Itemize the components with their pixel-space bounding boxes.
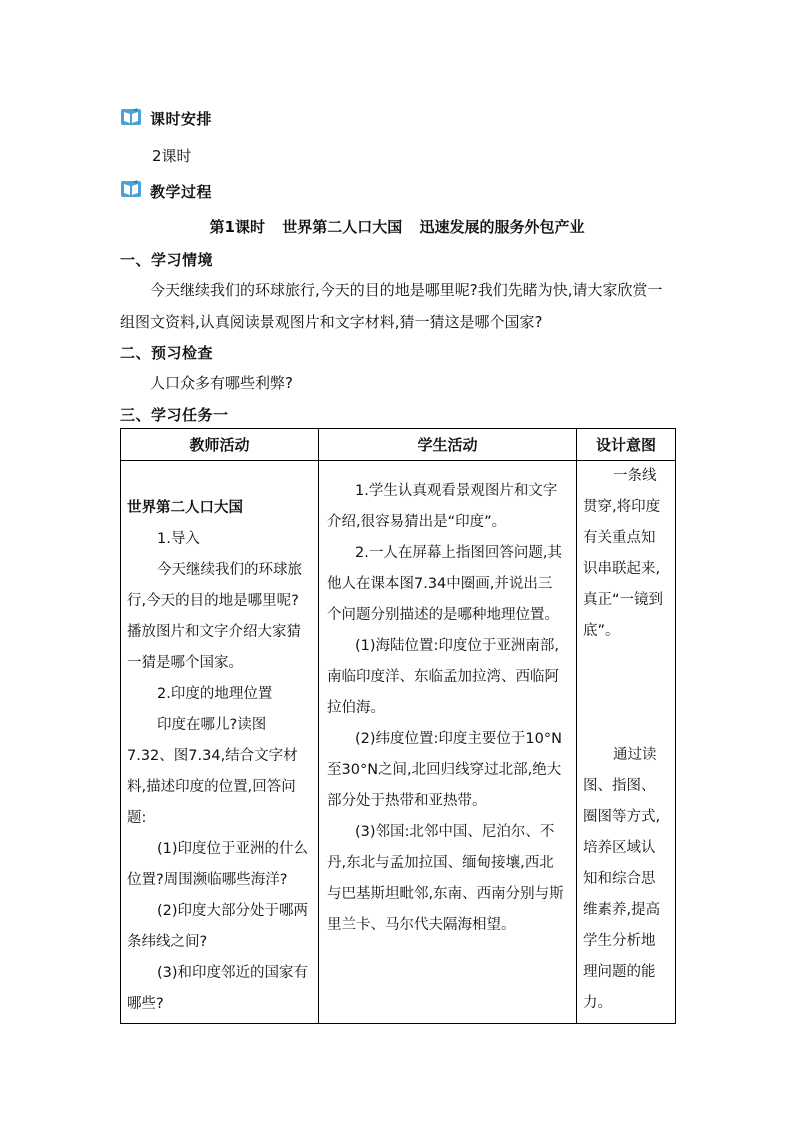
teacher-q1: (1)印度位于亚洲的什么位置?周围濒临哪些海洋? <box>127 841 309 888</box>
learning-context-heading: 一、学习情境 <box>120 251 214 269</box>
design-d2: 通过读图、指图、圈图等方式,培养区域认知和综合思维素养,提高学生分析地理问题的能力。 <box>583 747 661 1011</box>
teacher-topic: 世界第二人口大国 <box>127 500 243 516</box>
header-design: 设计意图 <box>577 429 676 461</box>
preview-check-heading: 二、预习检查 <box>120 344 214 362</box>
table-header-row <box>121 429 676 461</box>
teacher-step2: 2.印度的地理位置 <box>157 686 273 702</box>
teacher-q3: (3)和印度邻近的国家有哪些? <box>127 965 309 1012</box>
book-icon <box>120 107 142 127</box>
schedule-title: 课时安排 <box>150 110 213 128</box>
teacher-step2-text: 印度在哪儿?读图7.32、图7.34,结合文字材料,描述印度的位置,回答问题: <box>127 717 298 826</box>
teacher-step1-text: 今天继续我们的环球旅行,今天的目的地是哪里呢?播放图片和文字介绍大家猜一猜是哪个国家。 <box>127 562 302 671</box>
lesson-number: 第1课时 <box>209 218 265 236</box>
student-p2: 2.一人在屏幕上指图回答问题,其他人在课本图7.34中圈画,并说出三个问题分别描述的是哪种地理位置。 <box>327 545 562 623</box>
lesson-title <box>0 216 794 237</box>
book-icon <box>120 179 142 199</box>
student-p1: 1.学生认真观看景观图片和文字介绍,很容易猜出是“印度”。 <box>327 483 558 530</box>
student-cell <box>319 461 577 1024</box>
process-title: 教学过程 <box>150 183 213 201</box>
header-teacher: 教师活动 <box>121 429 319 461</box>
schedule-value: 2课时 <box>152 147 192 165</box>
student-p5: (3)邻国:北邻中国、尼泊尔、不丹,东北与孟加拉国、缅甸接壤,西北与巴基斯坦毗邻,东南、西南分别与斯里兰卡、马尔代夫隔海相望。 <box>327 824 564 933</box>
task-one-heading: 三、学习任务一 <box>120 406 229 424</box>
student-p3: (1)海陆位置:印度位于亚洲南部,南临印度洋、东临孟加拉湾、西临阿拉伯海。 <box>327 638 560 716</box>
design-d1: 一条线贯穿,将印度有关重点知识串联起来,真正“一镜到底”。 <box>583 468 664 639</box>
student-p4: (2)纬度位置:印度主要位于10°N至30°N之间,北回归线穿过北部,绝大部分处于热带和亚热带。 <box>327 731 562 809</box>
task-table <box>120 428 676 1024</box>
design-spacer <box>583 647 669 740</box>
learning-context-text: 今天继续我们的环球旅行,今天的目的地是哪里呢?我们先睹为快,请大家欣赏一组图文资料,认真阅读景观图片和文字材料,猜一猜这是哪个国家? <box>120 281 663 331</box>
table-row <box>121 461 676 1024</box>
teacher-q2: (2)印度大部分处于哪两条纬线之间? <box>127 903 309 950</box>
lesson-part2: 迅速发展的服务外包产业 <box>419 218 585 236</box>
preview-check-text: 人口众多有哪些利弊? <box>150 374 293 392</box>
lesson-part1: 世界第二人口大国 <box>282 218 403 236</box>
teacher-step1: 1.导入 <box>157 531 200 547</box>
design-cell <box>577 461 676 1024</box>
teacher-cell <box>121 461 319 1024</box>
header-student: 学生活动 <box>319 429 577 461</box>
